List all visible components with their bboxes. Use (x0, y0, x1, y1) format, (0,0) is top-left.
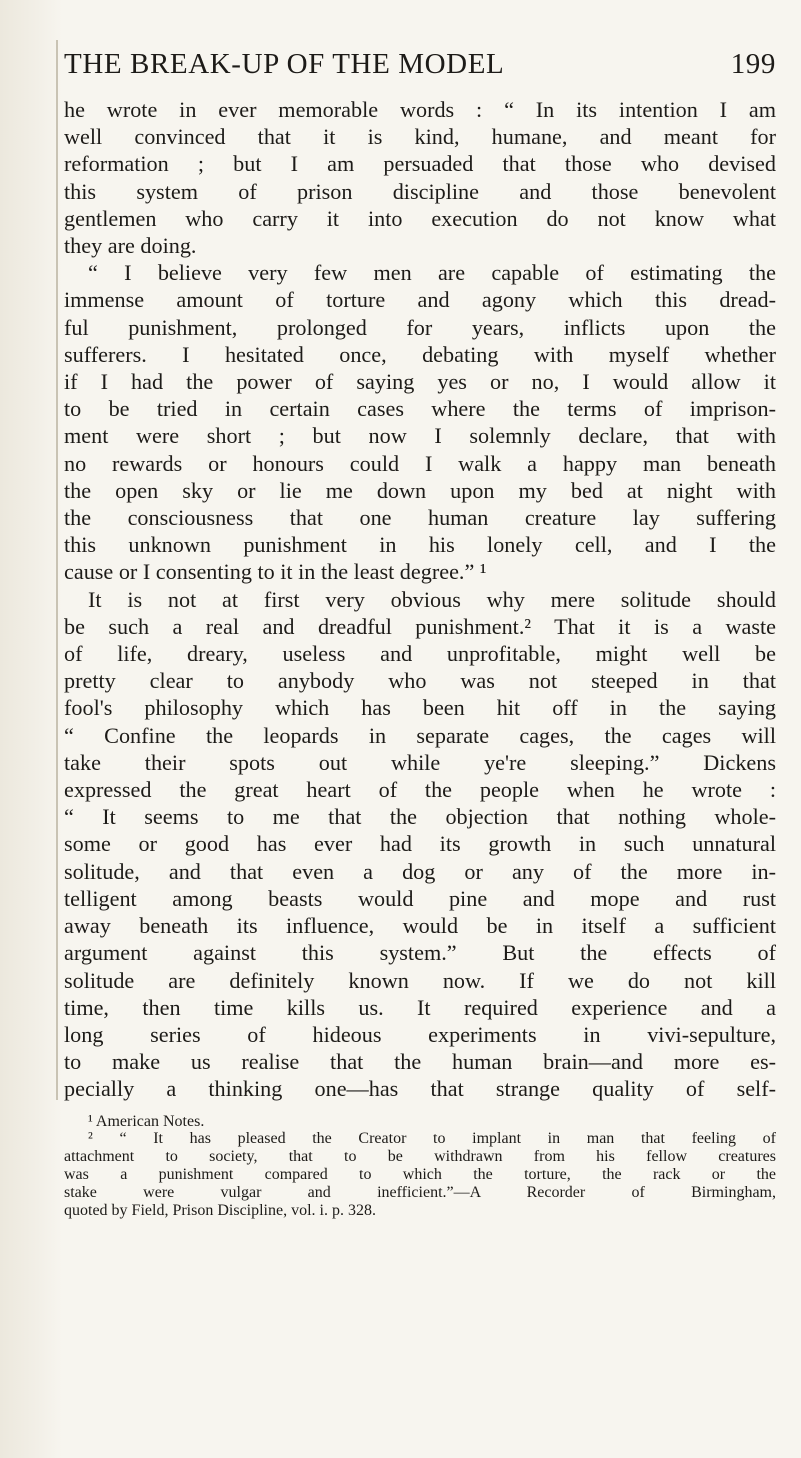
text-line: some or good has ever had its growth in such unnatural (64, 831, 776, 857)
text-line: to be tried in certain cases where the terms of imprison- (64, 396, 776, 422)
text-line: well convinced that it is kind, humane, and meant for (64, 124, 776, 150)
text-line: away beneath its influence, would be in itself a sufficient (64, 913, 776, 939)
footnote-line: attachment to society, that to be withdrawn from his fellow creatures (64, 1148, 776, 1166)
text-line: sufferers. I hesitated once, debating with myself whether (64, 341, 776, 367)
text-line: expressed the great heart of the people when he wrote : (64, 777, 776, 803)
footnote-line: stake were vulgar and inefficient.”—A Recorder of Birmingham, (64, 1183, 776, 1201)
text-line: fool's philosophy which has been hit off in the saying (64, 695, 776, 721)
text-line: ment were short ; but now I solemnly declare, that with (64, 423, 776, 449)
text-line: “ It seems to me that the objection that nothing whole- (64, 804, 776, 830)
text-line: immense amount of torture and agony which this dread- (64, 287, 776, 313)
text-line: this system of prison discipline and those benevolent (64, 178, 776, 204)
footnote-line: ¹ American Notes. (88, 1112, 205, 1130)
text-line: ful punishment, prolonged for years, inflicts upon the (64, 314, 776, 340)
text-line: “ I believe very few men are capable of estimating the (88, 260, 776, 286)
footnotes (64, 1113, 776, 1220)
text-line: this unknown punishment in his lonely cell, and I the (64, 532, 776, 558)
book-page (64, 48, 776, 1219)
footnote-line: quoted by Field, Prison Discipline, vol. i. p. 328. (64, 1201, 376, 1219)
text-line: take their spots out while ye're sleeping.” Dickens (64, 749, 776, 775)
text-line: of life, dreary, useless and unprofitable, might well be (64, 641, 776, 667)
text-line: they are doing. (64, 233, 197, 259)
text-line: be such a real and dreadful punishment.² That it is a waste (64, 613, 776, 639)
text-line: solitude, and that even a dog or any of the more in- (64, 858, 776, 884)
text-line: argument against this system.” But the effects of (64, 940, 776, 966)
text-line: pecially a thinking one—has that strange quality of self- (64, 1076, 776, 1102)
text-line: pretty clear to anybody who was not steeped in that (64, 668, 776, 694)
text-line: “ Confine the leopards in separate cages, the cages will (64, 722, 776, 748)
text-line: long series of hideous experiments in vivi-sepulture, (64, 1021, 776, 1047)
text-line: to make us realise that the human brain—and more es- (64, 1049, 776, 1075)
page-binding-gutter (0, 0, 62, 1458)
footnote-line: ² “ It has pleased the Creator to implant in man that feeling of (88, 1130, 776, 1148)
text-line: reformation ; but I am persuaded that those who devised (64, 151, 776, 177)
running-title: THE BREAK-UP OF THE MODEL (64, 48, 505, 80)
text-line: he wrote in ever memorable words : “ In its intention I am (64, 97, 776, 122)
text-line: gentlemen who carry it into execution do not know what (64, 205, 776, 231)
text-line: if I had the power of saying yes or no, I would allow it (64, 369, 776, 395)
text-line: no rewards or honours could I walk a happy man beneath (64, 450, 776, 476)
text-line: solitude are definitely known now. If we do not kill (64, 967, 776, 993)
text-line: It is not at first very obvious why mere solitude should (88, 586, 776, 612)
binding-edge (56, 40, 58, 1100)
running-header (64, 48, 776, 81)
text-line: cause or I consenting to it in the least degree.” ¹ (64, 559, 487, 585)
body-text (64, 96, 776, 1103)
text-line: telligent among beasts would pine and mope and rust (64, 885, 776, 911)
text-line: the open sky or lie me down upon my bed at night with (64, 477, 776, 503)
page-number: 199 (730, 48, 776, 80)
text-line: the consciousness that one human creature lay suffering (64, 505, 776, 531)
footnote-line: was a punishment compared to which the torture, the rack or the (64, 1165, 776, 1183)
text-line: time, then time kills us. It required experience and a (64, 994, 776, 1020)
